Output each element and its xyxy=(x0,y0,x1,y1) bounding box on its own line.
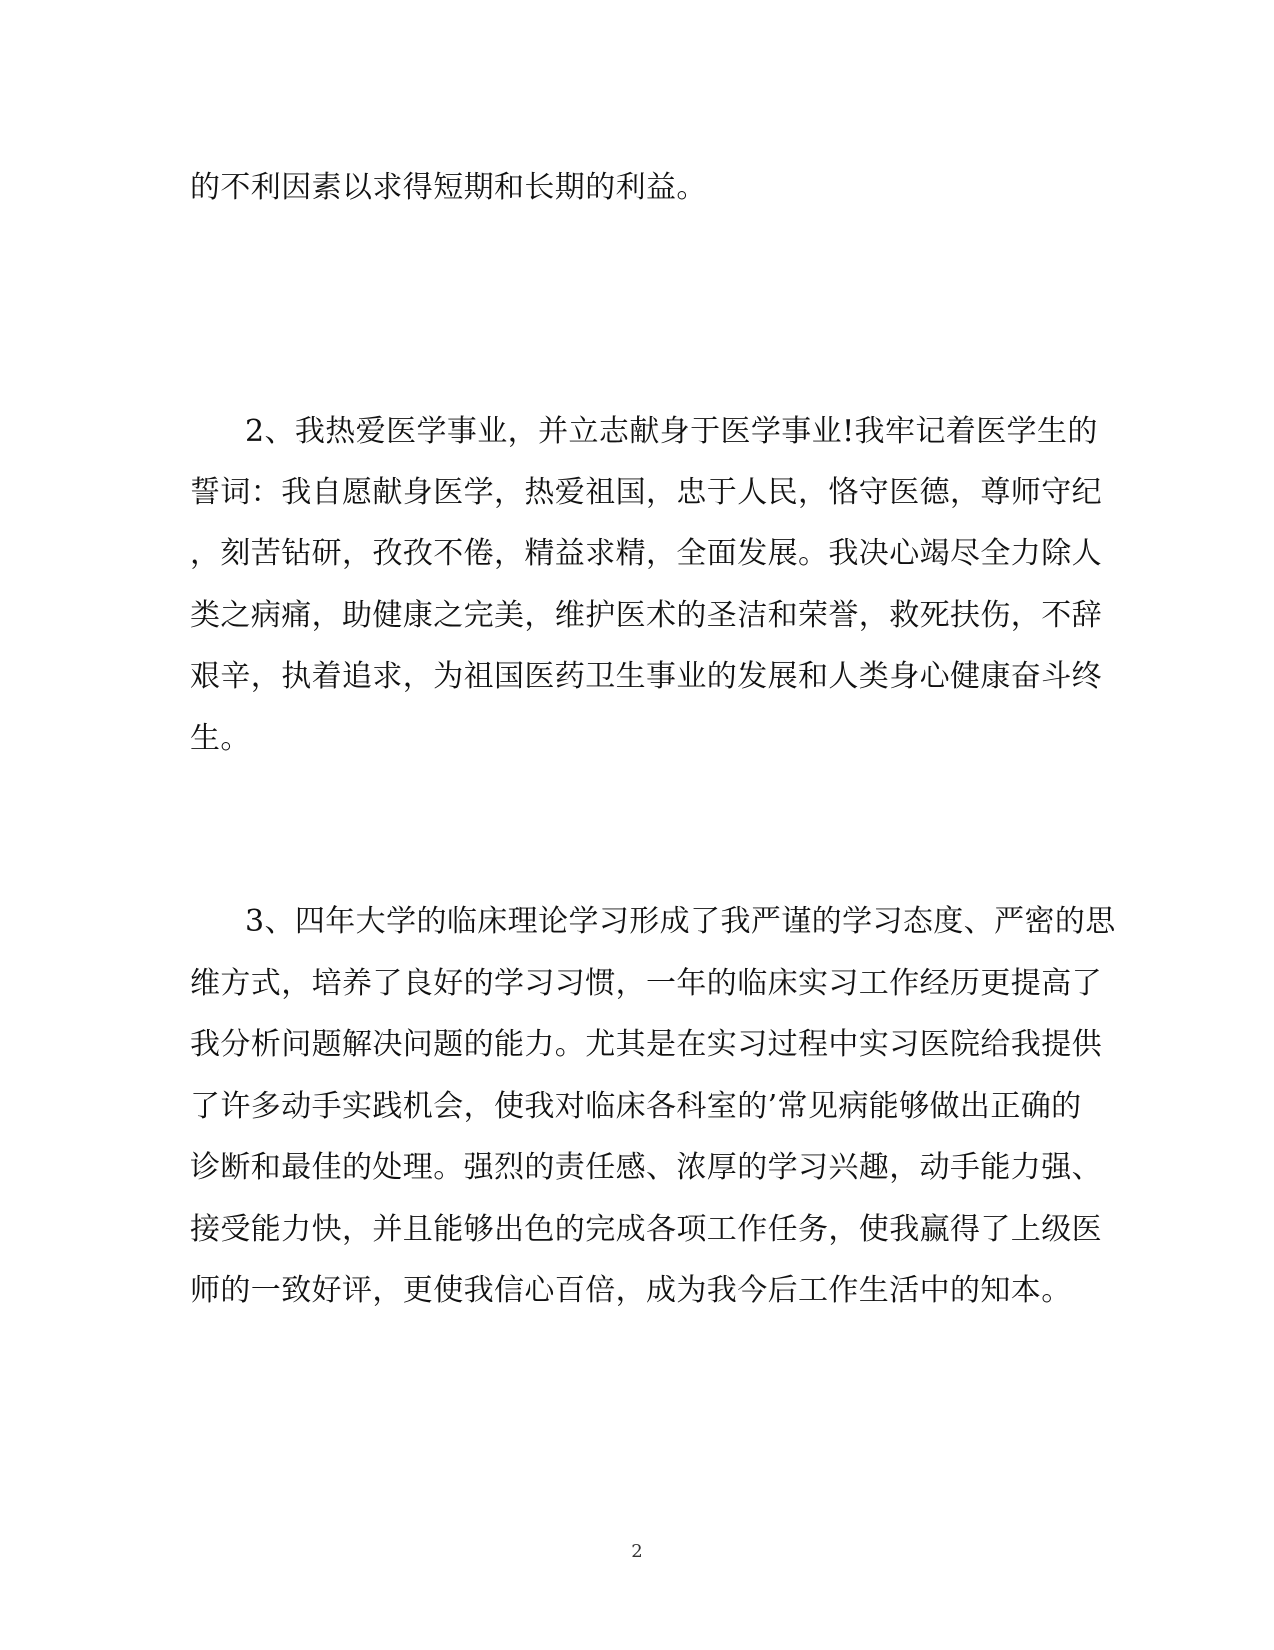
paragraph-2-line-2: 誓词：我自愿献身医学，热爱祖国，忠于人民，恪守医德，尊师守纪 xyxy=(190,475,1102,510)
paragraph-3-line-7: 师的一致好评，更使我信心百倍，成为我今后工作生活中的知本。 xyxy=(190,1273,1072,1308)
paragraph-2-line-4: 类之病痛，助健康之完美，维护医术的圣洁和荣誉，救死扶伤，不辞 xyxy=(190,598,1102,633)
paragraph-2-line-1: 2、我热爱医学事业，并立志献身于医学事业!我牢记着医学生的 xyxy=(245,414,1098,449)
paragraph-2-line-6: 生。 xyxy=(190,721,251,756)
paragraph-2-line-3: ，刻苦钻研，孜孜不倦，精益求精，全面发展。我决心竭尽全力除人 xyxy=(190,536,1102,571)
paragraph-3-line-2: 维方式，培养了良好的学习习惯，一年的临床实习工作经历更提高了 xyxy=(190,966,1102,1001)
paragraph-3-line-1: 3、四年大学的临床理论学习形成了我严谨的学习态度、严密的思 xyxy=(245,904,1116,939)
page-number: 2 xyxy=(631,1541,643,1562)
paragraph-3-line-5: 诊断和最佳的处理。强烈的责任感、浓厚的学习兴趣，动手能力强、 xyxy=(190,1150,1102,1185)
paragraph-3-line-3: 我分析问题解决问题的能力。尤其是在实习过程中实习医院给我提供 xyxy=(190,1027,1102,1062)
paragraph-3-line-4: 了许多动手实践机会，使我对临床各科室的’常见病能够做出正确的 xyxy=(190,1089,1082,1124)
paragraph-2-line-5: 艰辛，执着追求，为祖国医药卫生事业的发展和人类身心健康奋斗终 xyxy=(190,659,1102,694)
paragraph-1-line-1: 的不利因素以求得短期和长期的利益。 xyxy=(190,170,707,205)
paragraph-3-line-6: 接受能力快，并且能够出色的完成各项工作任务，使我赢得了上级医 xyxy=(190,1212,1102,1247)
